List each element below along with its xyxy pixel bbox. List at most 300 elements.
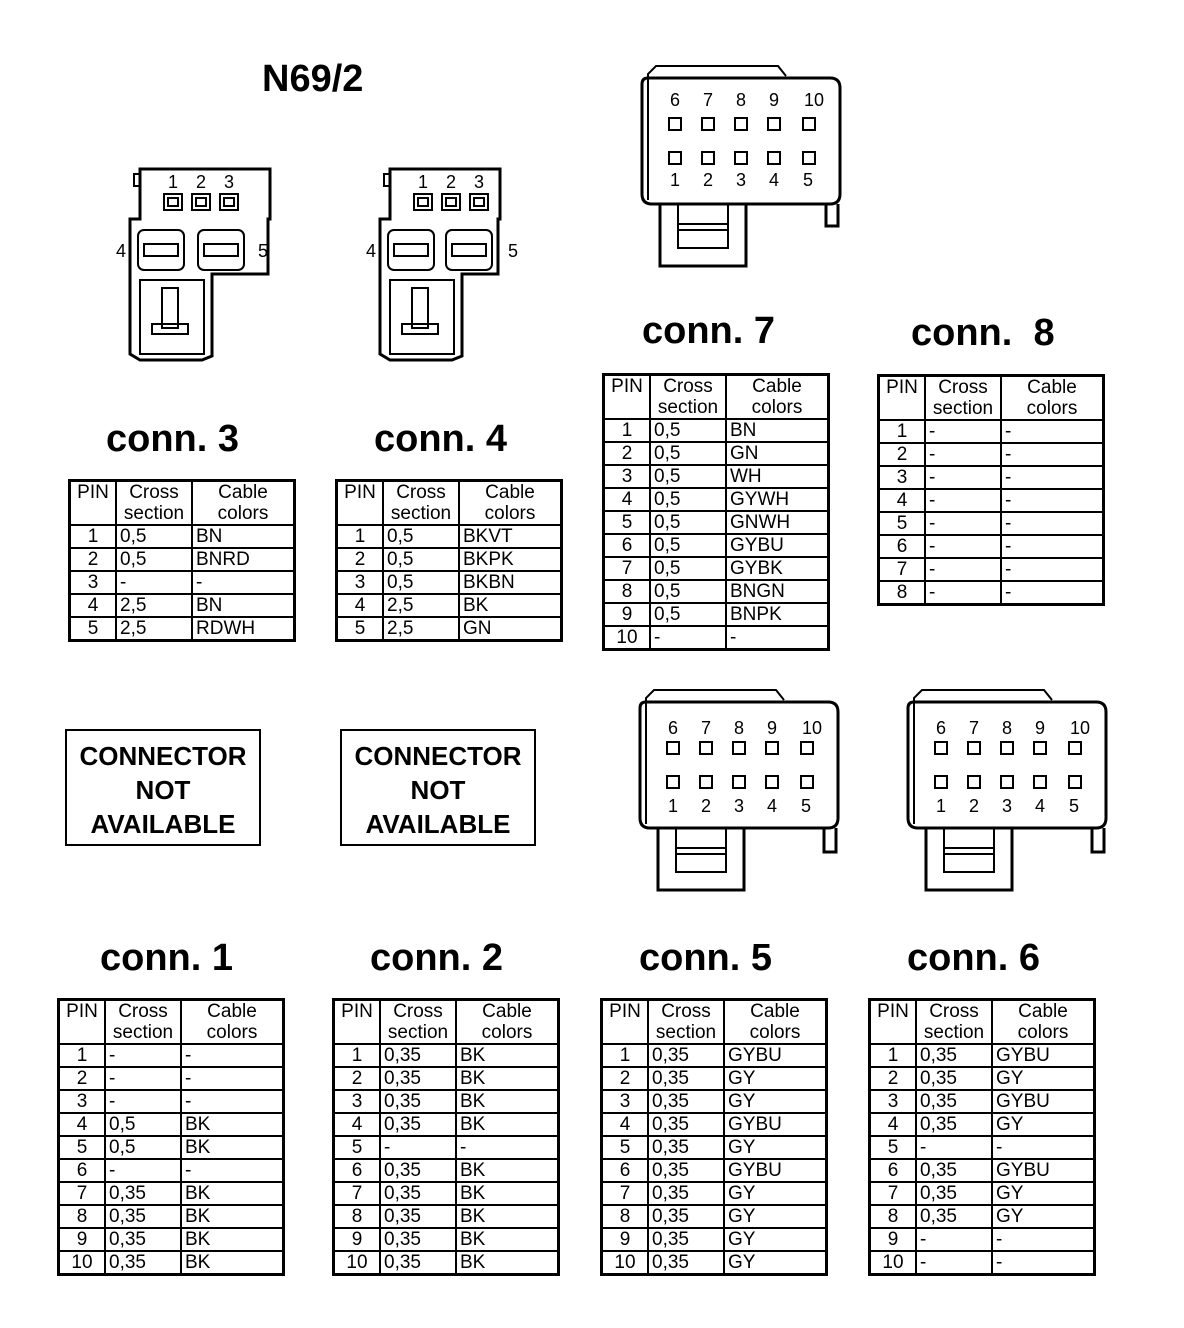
header-line: Cross [663, 376, 713, 397]
table-row [334, 1205, 559, 1228]
cross-section-header [383, 481, 459, 526]
pin-cell: 7 [870, 1182, 917, 1205]
cable-colors-header [192, 481, 295, 526]
pin-cell: 5 [59, 1136, 106, 1159]
header-line: Cable [218, 482, 268, 503]
cable-color-cell: GNWH [726, 511, 829, 534]
pin-label: 7 [700, 718, 712, 738]
pin-header: PIN [870, 1000, 917, 1045]
pin-cell: 4 [337, 594, 384, 617]
header-line: Cross [396, 482, 446, 503]
pin-header: PIN [604, 375, 651, 420]
pin-cell: 3 [59, 1090, 106, 1113]
cross-section-cell: 0,35 [916, 1090, 992, 1113]
pin-label: 10 [1069, 718, 1091, 738]
table-row [337, 525, 562, 548]
cross-section-header [380, 1000, 456, 1045]
table-header-row [334, 1000, 559, 1045]
pin-cell: 9 [870, 1228, 917, 1251]
pin-cell: 2 [337, 548, 384, 571]
table-row [59, 1205, 284, 1228]
pin-header: PIN [337, 481, 384, 526]
cross-section-cell: 0,5 [383, 525, 459, 548]
cable-color-cell: GY [992, 1205, 1095, 1228]
cable-colors-header [724, 1000, 827, 1045]
pin-cell: 7 [602, 1182, 649, 1205]
pin-cell: 2 [602, 1067, 649, 1090]
table-row [334, 1159, 559, 1182]
pin-cell: 2 [604, 442, 651, 465]
pin-cell: 8 [870, 1205, 917, 1228]
table-row [879, 489, 1104, 512]
pin-cell: 1 [602, 1044, 649, 1067]
cable-colors-header [181, 1000, 284, 1045]
cross-section-cell: - [925, 535, 1001, 558]
cable-color-cell: - [1001, 443, 1104, 466]
na-line: AVAILABLE [90, 809, 236, 839]
conn-2-table [332, 998, 560, 1276]
cross-section-header [105, 1000, 181, 1045]
cross-section-cell: 0,35 [916, 1044, 992, 1067]
cable-color-cell: GY [724, 1228, 827, 1251]
header-line: colors [751, 397, 803, 418]
cable-color-cell: BK [181, 1251, 284, 1275]
pin-cell: 6 [604, 534, 651, 557]
pin-label: 3 [733, 796, 745, 816]
pin-label: 9 [1034, 718, 1046, 738]
table-row [602, 1251, 827, 1275]
cross-section-cell: 0,35 [648, 1044, 724, 1067]
cable-color-cell: - [181, 1044, 284, 1067]
cable-color-cell: WH [726, 465, 829, 488]
pin-cell: 4 [70, 594, 117, 617]
pin-cell: 4 [602, 1113, 649, 1136]
conn-2-title: conn. 2 [370, 937, 504, 979]
cable-color-cell: GYBU [724, 1113, 827, 1136]
table-row [870, 1159, 1095, 1182]
pin-label: 9 [766, 718, 778, 738]
pin-label: 2 [700, 796, 712, 816]
connector-not-available-box [65, 729, 261, 846]
cable-color-cell: GYBU [726, 534, 829, 557]
pin-cell: 1 [334, 1044, 381, 1067]
cross-section-cell: - [650, 626, 726, 650]
cross-section-cell: 0,35 [380, 1228, 456, 1251]
header-line: section [657, 397, 719, 418]
table-row [879, 512, 1104, 535]
header-line: colors [749, 1022, 801, 1043]
pin-label: 5 [257, 241, 269, 261]
cross-section-cell: - [925, 420, 1001, 443]
pin-header: PIN [70, 481, 117, 526]
header-line: Cable [207, 1001, 257, 1022]
table-row [334, 1136, 559, 1159]
table-row [334, 1044, 559, 1067]
pin-cell: 7 [604, 557, 651, 580]
connector-7-drawing [638, 62, 850, 272]
table-row [604, 580, 829, 603]
pin-label: 1 [667, 796, 679, 816]
cable-color-cell: GN [459, 617, 562, 641]
pin-cell: 1 [70, 525, 117, 548]
pin-cell: 7 [879, 558, 926, 581]
cross-section-cell: - [116, 571, 192, 594]
table-row [870, 1182, 1095, 1205]
cable-color-cell: GY [724, 1136, 827, 1159]
table-row [602, 1113, 827, 1136]
cross-section-cell: 0,5 [650, 580, 726, 603]
header-line: colors [481, 1022, 533, 1043]
table-row [602, 1182, 827, 1205]
pin-cell: 6 [879, 535, 926, 558]
cable-color-cell: - [1001, 558, 1104, 581]
cross-section-cell: 0,35 [916, 1067, 992, 1090]
table-row [604, 465, 829, 488]
cable-color-cell: BK [181, 1113, 284, 1136]
pin-label: 7 [702, 90, 714, 110]
connector-not-available-box [340, 729, 536, 846]
cable-color-cell: GYWH [726, 488, 829, 511]
pin-label: 1 [935, 796, 947, 816]
cross-section-header [116, 481, 192, 526]
pin-cell: 5 [879, 512, 926, 535]
cross-section-cell: 0,5 [650, 465, 726, 488]
table-row [870, 1113, 1095, 1136]
cross-section-cell: - [925, 558, 1001, 581]
pin-label: 3 [735, 170, 747, 190]
cross-section-cell: - [925, 581, 1001, 605]
pin-cell: 5 [337, 617, 384, 641]
pin-cell: 3 [879, 466, 926, 489]
pin-label: 1 [167, 172, 179, 192]
cable-color-cell: - [181, 1090, 284, 1113]
cable-color-cell: BK [456, 1159, 559, 1182]
header-line: colors [1026, 398, 1078, 419]
cross-section-cell: 0,35 [380, 1044, 456, 1067]
cable-color-cell: GY [992, 1067, 1095, 1090]
cable-color-cell: BK [456, 1251, 559, 1275]
pin-label: 6 [667, 718, 679, 738]
table-row [70, 617, 295, 641]
cable-color-cell: BK [456, 1113, 559, 1136]
pin-label: 2 [968, 796, 980, 816]
cable-color-cell: - [1001, 512, 1104, 535]
cable-color-cell: BK [181, 1205, 284, 1228]
table-header-row [604, 375, 829, 420]
cross-section-cell: 2,5 [116, 617, 192, 641]
header-line: section [387, 1022, 449, 1043]
cable-colors-header [456, 1000, 559, 1045]
pin-cell: 1 [879, 420, 926, 443]
cross-section-cell: 0,35 [380, 1251, 456, 1275]
cross-section-cell: - [916, 1136, 992, 1159]
header-line: Cable [1027, 377, 1077, 398]
pin-cell: 6 [334, 1159, 381, 1182]
cross-section-cell: 0,5 [105, 1113, 181, 1136]
table-row [59, 1228, 284, 1251]
cable-color-cell: BK [181, 1182, 284, 1205]
table-row [870, 1205, 1095, 1228]
na-line: CONNECTOR [79, 741, 247, 771]
header-line: section [655, 1022, 717, 1043]
pin-cell: 3 [334, 1090, 381, 1113]
pin-label: 4 [1034, 796, 1046, 816]
na-line: NOT [410, 775, 466, 805]
table-row [602, 1228, 827, 1251]
header-line: Cross [929, 1001, 979, 1022]
cable-color-cell: GY [724, 1090, 827, 1113]
table-row [602, 1067, 827, 1090]
connector-6-drawing [904, 686, 1116, 896]
conn-8-table [877, 374, 1105, 606]
pin-cell: 9 [334, 1228, 381, 1251]
table-header-row [870, 1000, 1095, 1045]
cross-section-cell: 2,5 [383, 594, 459, 617]
header-line: colors [1017, 1022, 1069, 1043]
header-line: Cross [129, 482, 179, 503]
table-row [870, 1090, 1095, 1113]
cross-section-cell: - [925, 489, 1001, 512]
cable-color-cell: BK [456, 1067, 559, 1090]
table-row [70, 571, 295, 594]
cross-section-cell: - [916, 1228, 992, 1251]
pin-label: 3 [473, 172, 485, 192]
cross-section-cell: 0,35 [380, 1113, 456, 1136]
cable-color-cell: - [1001, 466, 1104, 489]
pin-cell: 4 [59, 1113, 106, 1136]
cable-color-cell: GY [992, 1182, 1095, 1205]
header-line: Cable [485, 482, 535, 503]
pin-cell: 6 [59, 1159, 106, 1182]
pin-cell: 4 [870, 1113, 917, 1136]
cable-colors-header [1001, 376, 1104, 421]
pin-cell: 5 [334, 1136, 381, 1159]
pin-label: 2 [702, 170, 714, 190]
cable-color-cell: BK [459, 594, 562, 617]
table-row [334, 1113, 559, 1136]
table-row [602, 1136, 827, 1159]
table-row [59, 1067, 284, 1090]
cable-color-cell: - [992, 1136, 1095, 1159]
conn-1-table [57, 998, 285, 1276]
pin-label: 3 [223, 172, 235, 192]
table-row [604, 488, 829, 511]
table-row [59, 1251, 284, 1275]
table-row [70, 525, 295, 548]
table-row [602, 1205, 827, 1228]
cross-section-cell: 0,35 [380, 1182, 456, 1205]
pin-label: 6 [669, 90, 681, 110]
cable-color-cell: BNRD [192, 548, 295, 571]
pin-label: 4 [365, 241, 377, 261]
pin-header: PIN [59, 1000, 106, 1045]
pin-cell: 10 [870, 1251, 917, 1275]
pin-cell: 4 [879, 489, 926, 512]
table-row [604, 557, 829, 580]
cable-color-cell: BK [456, 1044, 559, 1067]
table-row [870, 1251, 1095, 1275]
header-line: section [390, 503, 452, 524]
pin-label: 5 [802, 170, 814, 190]
pin-cell: 2 [334, 1067, 381, 1090]
table-row [870, 1044, 1095, 1067]
pin-label: 4 [768, 170, 780, 190]
table-row [334, 1251, 559, 1275]
cross-section-cell: - [916, 1251, 992, 1275]
table-row [59, 1044, 284, 1067]
table-row [870, 1136, 1095, 1159]
cross-section-cell: 0,5 [650, 442, 726, 465]
table-row [602, 1044, 827, 1067]
cross-section-cell: 0,5 [650, 419, 726, 442]
page-title: N69/2 [262, 58, 364, 100]
pin-cell: 3 [870, 1090, 917, 1113]
pin-cell: 1 [870, 1044, 917, 1067]
cable-color-cell: BN [192, 594, 295, 617]
cross-section-header [916, 1000, 992, 1045]
cross-section-cell: 0,5 [650, 603, 726, 626]
pin-label: 8 [735, 90, 747, 110]
header-line: Cable [1018, 1001, 1068, 1022]
pin-cell: 9 [604, 603, 651, 626]
table-header-row [602, 1000, 827, 1045]
cable-color-cell: - [456, 1136, 559, 1159]
cable-color-cell: BK [456, 1205, 559, 1228]
conn-5-table [600, 998, 828, 1276]
cable-color-cell: BKBN [459, 571, 562, 594]
connector-4-drawing [360, 164, 530, 364]
cross-section-cell: 0,35 [105, 1251, 181, 1275]
header-line: Cross [118, 1001, 168, 1022]
header-line: Cross [938, 377, 988, 398]
header-line: Cable [482, 1001, 532, 1022]
cross-section-cell: 0,35 [648, 1251, 724, 1275]
pin-header: PIN [334, 1000, 381, 1045]
cable-color-cell: - [1001, 535, 1104, 558]
cable-color-cell: GYBU [724, 1044, 827, 1067]
pin-cell: 4 [334, 1113, 381, 1136]
pin-cell: 8 [604, 580, 651, 603]
table-row [604, 419, 829, 442]
cross-section-cell: - [380, 1136, 456, 1159]
table-row [879, 443, 1104, 466]
pin-header: PIN [602, 1000, 649, 1045]
pin-cell: 6 [602, 1159, 649, 1182]
cable-colors-header [459, 481, 562, 526]
pin-label: 8 [1001, 718, 1013, 738]
cross-section-cell: 0,5 [383, 548, 459, 571]
cross-section-header [925, 376, 1001, 421]
pin-cell: 1 [604, 419, 651, 442]
header-line: section [932, 398, 994, 419]
cross-section-cell: 0,35 [916, 1113, 992, 1136]
table-row [59, 1182, 284, 1205]
pin-label: 8 [733, 718, 745, 738]
cross-section-cell: 0,35 [916, 1182, 992, 1205]
table-row [337, 594, 562, 617]
table-row [337, 617, 562, 641]
conn-5-title: conn. 5 [639, 937, 773, 979]
cable-color-cell: BK [456, 1090, 559, 1113]
cable-color-cell: GY [724, 1067, 827, 1090]
conn-6-table [868, 998, 1096, 1276]
cable-color-cell: BN [192, 525, 295, 548]
connector-5-drawing [636, 686, 848, 896]
table-row [334, 1067, 559, 1090]
cable-color-cell: - [992, 1228, 1095, 1251]
table-row [870, 1228, 1095, 1251]
cross-section-cell: 0,5 [383, 571, 459, 594]
cross-section-cell: 2,5 [116, 594, 192, 617]
pin-label: 6 [935, 718, 947, 738]
table-row [604, 534, 829, 557]
cable-color-cell: - [181, 1067, 284, 1090]
pin-cell: 8 [334, 1205, 381, 1228]
cable-color-cell: - [1001, 581, 1104, 605]
conn-3-title: conn. 3 [106, 418, 240, 460]
table-row [337, 571, 562, 594]
pin-cell: 5 [870, 1136, 917, 1159]
cross-section-cell: 0,35 [380, 1159, 456, 1182]
cable-color-cell: - [1001, 420, 1104, 443]
cross-section-cell: 0,35 [648, 1182, 724, 1205]
pin-label: 4 [766, 796, 778, 816]
cable-color-cell: RDWH [192, 617, 295, 641]
header-line: colors [484, 503, 536, 524]
cable-color-cell: GY [724, 1251, 827, 1275]
pin-cell: 10 [602, 1251, 649, 1275]
pin-cell: 2 [870, 1067, 917, 1090]
pin-cell: 8 [602, 1205, 649, 1228]
cross-section-header [650, 375, 726, 420]
cross-section-cell: 0,5 [650, 557, 726, 580]
header-line: section [112, 1022, 174, 1043]
pin-label: 9 [768, 90, 780, 110]
cable-color-cell: GYBU [992, 1044, 1095, 1067]
table-row [879, 535, 1104, 558]
cross-section-cell: - [105, 1067, 181, 1090]
cross-section-cell: - [925, 443, 1001, 466]
pin-header: PIN [879, 376, 926, 421]
cross-section-cell: - [105, 1090, 181, 1113]
pin-cell: 9 [602, 1228, 649, 1251]
cable-colors-header [726, 375, 829, 420]
pin-label: 5 [800, 796, 812, 816]
table-row [602, 1159, 827, 1182]
cable-color-cell: BK [456, 1228, 559, 1251]
conn-3-table [68, 479, 296, 642]
table-row [602, 1090, 827, 1113]
pin-cell: 6 [870, 1159, 917, 1182]
pin-cell: 5 [70, 617, 117, 641]
table-row [604, 511, 829, 534]
table-row [334, 1182, 559, 1205]
connector-3-drawing [110, 164, 280, 364]
na-line: CONNECTOR [354, 741, 522, 771]
na-line: NOT [135, 775, 191, 805]
cross-section-header [648, 1000, 724, 1045]
pin-cell: 1 [337, 525, 384, 548]
cable-color-cell: BN [726, 419, 829, 442]
cable-color-cell: GN [726, 442, 829, 465]
pin-cell: 2 [59, 1067, 106, 1090]
cross-section-cell: 0,35 [105, 1228, 181, 1251]
pin-cell: 3 [602, 1090, 649, 1113]
header-line: Cable [750, 1001, 800, 1022]
cross-section-cell: 0,5 [650, 488, 726, 511]
pin-cell: 3 [337, 571, 384, 594]
pin-cell: 2 [70, 548, 117, 571]
